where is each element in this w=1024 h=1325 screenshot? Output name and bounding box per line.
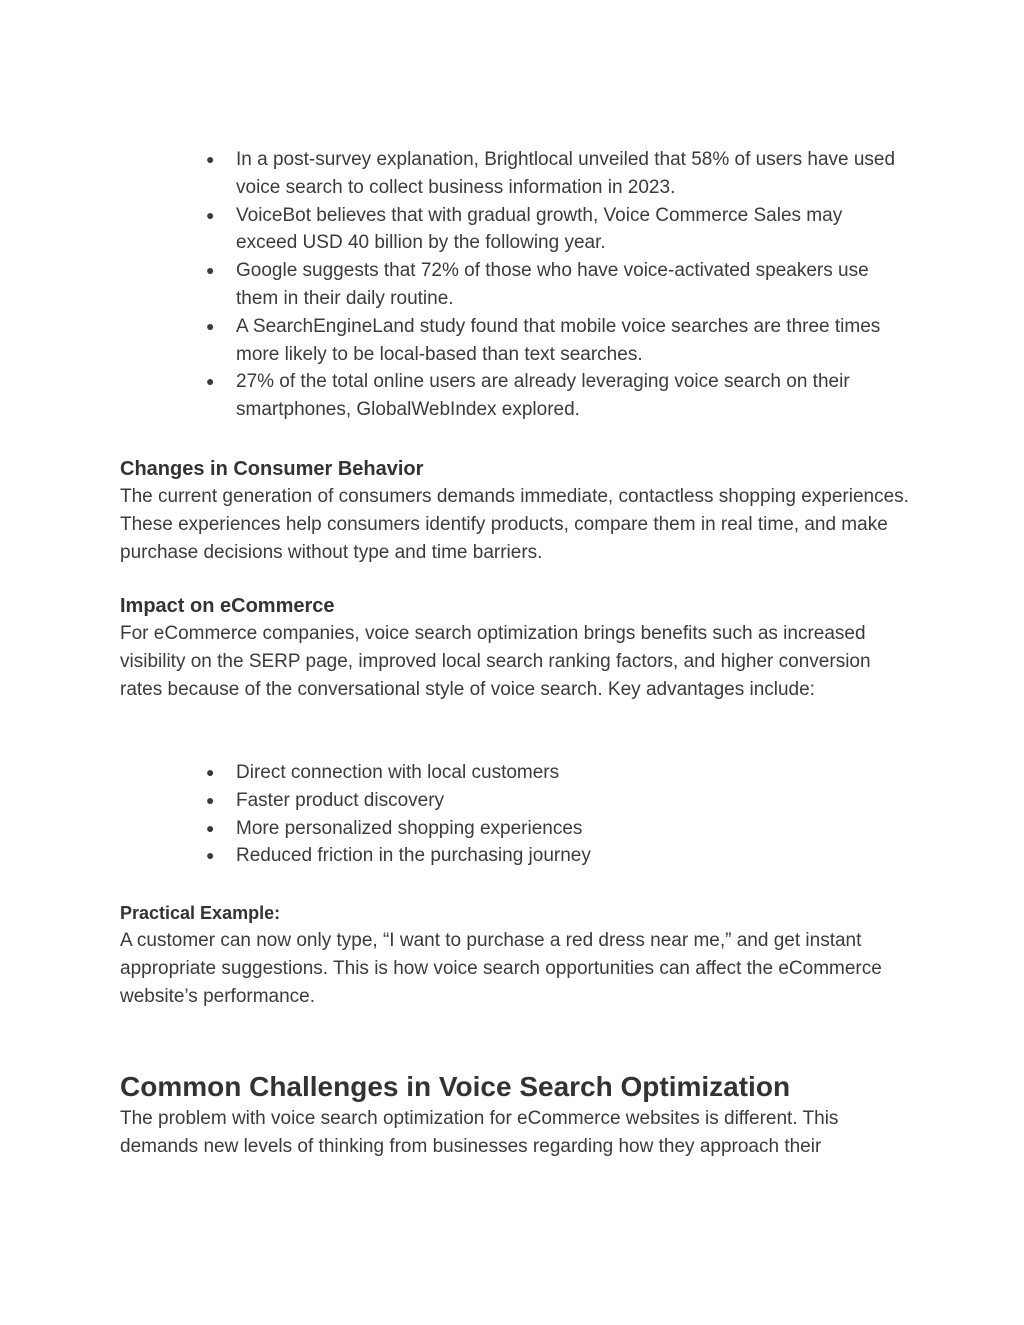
section-paragraph: A customer can now only type, “I want to purchase a red dress near me,” and get instant appropriate suggestions. This is how voice search opportunities can affect the eCommerce website’s performance. [120,930,882,1007]
list-item: ● Faster product discovery [204,787,904,815]
list-item: ● Google suggests that 72% of those who have voice-activated speakers use them in their daily routine. [204,257,904,313]
consumer-behavior-section [120,455,910,566]
list-item: ● In a post-survey explanation, Brightlocal unveiled that 58% of users have used voice search to collect business information in 2023. [204,146,904,202]
advantages-list [204,759,904,870]
practical-example-section [120,900,910,1010]
list-item: ● 27% of the total online users are already leveraging voice search on their smartphones, GlobalWebIndex explored. [204,368,904,424]
challenges-section [120,1069,910,1161]
section-heading: Impact on eCommerce [120,595,335,617]
list-item: ● VoiceBot believes that with gradual growth, Voice Commerce Sales may exceed USD 40 billion by the following year. [204,202,904,258]
list-item: ● Direct connection with local customers [204,759,904,787]
section-paragraph: For eCommerce companies, voice search optimization brings benefits such as increased visibility on the SERP page, improved local search ranking factors, and higher conversion rates because of the conversational style of voice search. Key advantages include: [120,623,871,700]
section-paragraph: The problem with voice search optimization for eCommerce websites is different. This demands new levels of thinking from businesses regarding how they approach their [120,1108,839,1157]
section-heading: Changes in Consumer Behavior [120,458,424,480]
list-item: ● More personalized shopping experiences [204,815,904,843]
statistics-list [204,146,904,424]
list-item: ● A SearchEngineLand study found that mobile voice searches are three times more likely to be local-based than text searches. [204,313,904,369]
list-item: ● Reduced friction in the purchasing journey [204,842,904,870]
section-subheading: Practical Example: [120,903,281,923]
section-paragraph: The current generation of consumers demands immediate, contactless shopping experiences. These experiences help consumers identify products, compare them in real time, and make purchase decisions without type and time barriers. [120,486,909,563]
section-title: Common Challenges in Voice Search Optimization [120,1071,791,1102]
impact-section [120,592,910,703]
